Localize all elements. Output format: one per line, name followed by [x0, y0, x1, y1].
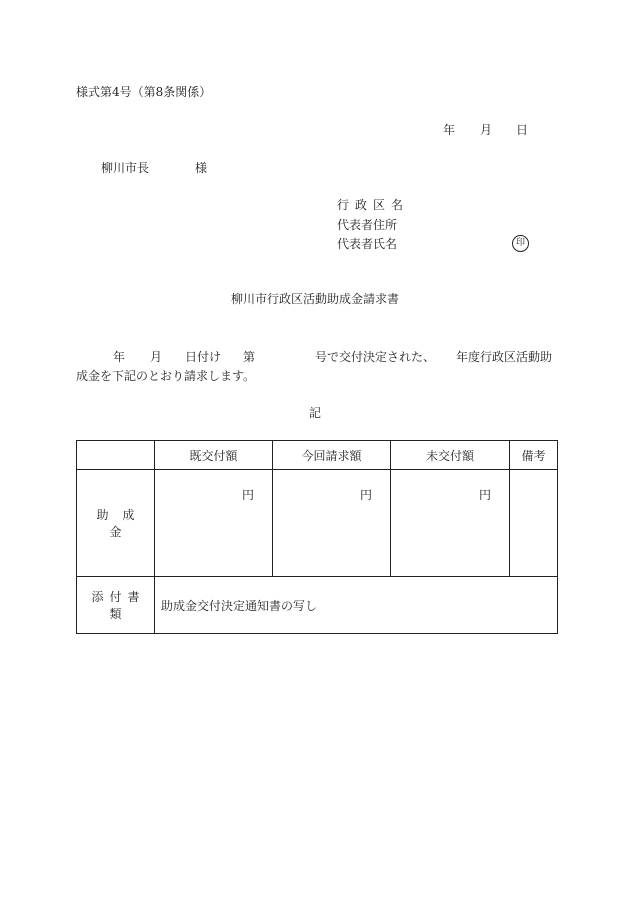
grant-row: [77, 470, 558, 577]
note-mark: 記: [308, 406, 321, 420]
addressee-name: 柳川市長: [101, 161, 150, 175]
date-month-label: 月: [480, 123, 493, 137]
addressee-honorific: 様: [195, 161, 208, 175]
header-not-granted: 未交付額: [391, 441, 510, 470]
representative-name-label: 代表者氏名: [337, 237, 398, 251]
district-name-label: 行政区名: [337, 198, 410, 212]
body-number-prefix: 第: [243, 350, 256, 364]
header-already-granted: 既交付額: [155, 441, 273, 470]
request-table: [76, 440, 558, 634]
header-remarks: 備考: [510, 441, 558, 470]
date-day-label: 日: [516, 123, 529, 137]
form-number: 様式第4号（第8条関係）: [76, 85, 212, 99]
not-granted-amount: 円: [391, 470, 510, 577]
body-line-2: 成金を下記のとおり請求します。: [76, 369, 256, 383]
header-blank: [77, 441, 155, 470]
attachments-label: 添付書類: [77, 577, 155, 634]
header-current-request: 今回請求額: [273, 441, 391, 470]
attachments-value: 助成金交付決定通知書の写し: [155, 577, 558, 634]
body-year: 年: [113, 350, 126, 364]
grant-row-label: 助成金: [77, 470, 155, 577]
body-dated: 日付け: [185, 350, 222, 364]
document-title: 柳川市行政区活動助成金請求書: [230, 292, 399, 306]
body-fiscal-year: 年度行政区活動助: [456, 350, 553, 364]
seal-mark: 印: [512, 235, 529, 252]
body-decided: 号で交付決定された、: [315, 350, 436, 364]
date-year-label: 年: [443, 123, 456, 137]
current-request-amount: 円: [273, 470, 391, 577]
table-header-row: [77, 441, 558, 470]
representative-address-label: 代表者住所: [337, 218, 398, 232]
attachments-row: [77, 577, 558, 634]
remarks-cell: [510, 470, 558, 577]
already-granted-amount: 円: [155, 470, 273, 577]
body-month: 月: [150, 350, 163, 364]
